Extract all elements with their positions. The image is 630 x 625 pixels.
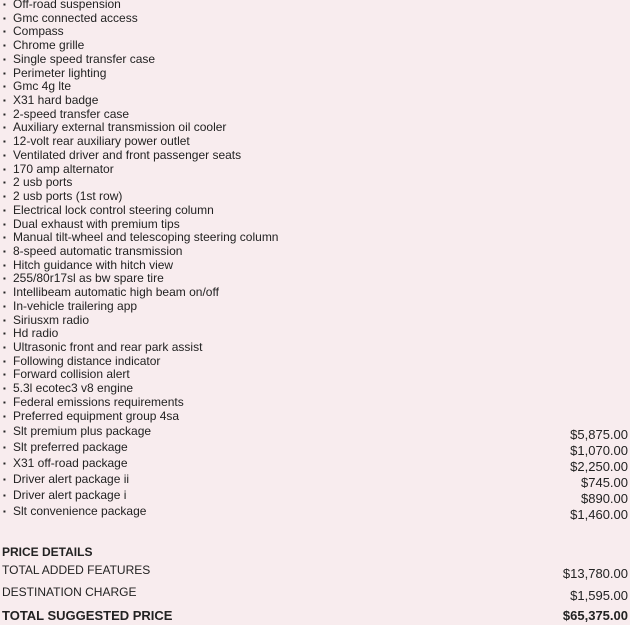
package-price: $5,875.00 [570,427,628,442]
feature-label: 255/80r17sl as bw spare tire [13,271,164,286]
feature-label: Gmc connected access [13,10,138,25]
bullet-icon: ▪ [3,356,6,366]
feature-item [3,94,623,108]
bullet-icon: ▪ [3,475,6,484]
destination-charge-label: DESTINATION CHARGE [2,585,137,599]
total-suggested-price-value: $65,375.00 [562,608,628,623]
feature-item [3,382,623,396]
feature-label: Federal emissions requirements [13,394,184,409]
feature-label: Perimeter lighting [13,65,107,80]
bullet-icon: ▪ [3,397,6,407]
bullet-icon: ▪ [3,246,6,256]
bullet-icon: ▪ [3,123,6,133]
feature-label: Forward collision alert [13,367,130,382]
feature-item [3,314,623,328]
bullet-icon: ▪ [3,315,6,325]
feature-label: 12-volt rear auxiliary power outlet [13,134,190,149]
bullet-icon: ▪ [3,0,6,9]
bullet-icon: ▪ [3,427,6,436]
bullet-icon: ▪ [3,370,6,380]
feature-label: Gmc 4g lte [13,79,72,94]
bullet-icon: ▪ [3,443,6,452]
feature-item [3,190,623,204]
total-added-features-label: TOTAL ADDED FEATURES [2,563,151,577]
feature-item [3,12,623,26]
bullet-icon: ▪ [3,491,6,500]
package-name: Driver alert package i [13,488,127,502]
destination-charge-row [2,585,628,603]
feature-item [3,300,623,314]
feature-item [3,245,623,259]
feature-item [3,53,623,67]
total-added-features-value: $13,780.00 [562,566,628,581]
feature-label: Dual exhaust with premium tips [13,216,180,231]
feature-item [3,135,623,149]
bullet-icon: ▪ [3,274,6,284]
bullet-icon: ▪ [3,288,6,298]
bullet-icon: ▪ [3,192,6,202]
bullet-icon: ▪ [3,205,6,215]
feature-label: Compass [13,24,64,39]
feature-label: X31 hard badge [13,93,99,108]
package-item [3,425,628,441]
package-name: Slt preferred package [13,440,128,454]
package-price: $2,250.00 [570,459,628,474]
feature-item [3,355,623,369]
feature-item [3,341,623,355]
feature-label: Auxiliary external transmission oil cooler [13,120,227,135]
bullet-icon: ▪ [3,137,6,147]
feature-item [3,286,623,300]
feature-label: Single speed transfer case [13,51,156,66]
feature-item [3,149,623,163]
bullet-icon: ▪ [3,233,6,243]
bullet-icon: ▪ [3,109,6,119]
feature-label: Following distance indicator [13,353,161,368]
price-details-header [2,543,628,561]
package-name: Slt premium plus package [13,424,152,438]
package-item [3,473,628,489]
bullet-icon: ▪ [3,41,6,51]
price-details-title: PRICE DETAILS [2,545,93,559]
package-price: $1,070.00 [570,443,628,458]
feature-item [3,218,623,232]
feature-label: Off-road suspension [13,0,121,11]
bullet-icon: ▪ [3,384,6,394]
bullet-icon: ▪ [3,178,6,188]
total-added-features-row [2,563,628,581]
feature-label: In-vehicle trailering app [13,298,138,313]
package-list [3,425,628,521]
package-name: Driver alert package ii [13,472,130,486]
bullet-icon: ▪ [3,459,6,468]
feature-item [3,204,623,218]
bullet-icon: ▪ [3,507,6,516]
feature-item [3,176,623,190]
package-item [3,505,628,521]
feature-item [3,327,623,341]
feature-item [3,272,623,286]
feature-label: 2 usb ports [13,175,73,190]
feature-item [3,368,623,382]
bullet-icon: ▪ [3,301,6,311]
total-suggested-price-label: TOTAL SUGGESTED PRICE [2,608,173,623]
package-item [3,489,628,505]
feature-item [3,231,623,245]
bullet-icon: ▪ [3,150,6,160]
bullet-icon: ▪ [3,219,6,229]
package-price: $745.00 [581,475,628,490]
feature-label: Ultrasonic front and rear park assist [13,339,203,354]
package-item [3,457,628,473]
total-suggested-price-row [2,608,628,623]
feature-label: Hitch guidance with hitch view [13,257,174,272]
feature-label: 5.3l ecotec3 v8 engine [13,381,134,396]
feature-item [3,259,623,273]
package-price: $890.00 [581,491,628,506]
feature-label: 2 usb ports (1st row) [13,189,123,204]
bullet-icon: ▪ [3,68,6,78]
bullet-icon: ▪ [3,411,6,421]
feature-item [3,396,623,410]
destination-charge-value: $1,595.00 [570,588,628,603]
package-name: Slt convenience package [13,504,147,518]
bullet-icon: ▪ [3,329,6,339]
feature-item [3,39,623,53]
feature-label: Ventilated driver and front passenger seats [13,147,242,162]
feature-label: Intellibeam automatic high beam on/off [13,285,219,300]
bullet-icon: ▪ [3,96,6,106]
bullet-icon: ▪ [3,164,6,174]
feature-label: Preferred equipment group 4sa [13,408,180,423]
feature-label: Siriusxm radio [13,312,90,327]
feature-list [3,0,623,423]
feature-label: 2-speed transfer case [13,106,130,121]
bullet-icon: ▪ [3,82,6,92]
bullet-icon: ▪ [3,260,6,270]
feature-label: Hd radio [13,326,59,341]
feature-item [3,80,623,94]
package-price: $1,460.00 [570,507,628,522]
feature-label: Manual tilt-wheel and telescoping steering column [13,230,279,245]
feature-item [3,25,623,39]
feature-label: 8-speed automatic transmission [13,243,183,258]
package-item [3,441,628,457]
feature-item [3,108,623,122]
bullet-icon: ▪ [3,27,6,37]
bullet-icon: ▪ [3,54,6,64]
feature-item [3,410,623,424]
bullet-icon: ▪ [3,13,6,23]
feature-item [3,121,623,135]
bullet-icon: ▪ [3,342,6,352]
feature-label: Electrical lock control steering column [13,202,214,217]
package-name: X31 off-road package [13,456,128,470]
feature-label: Chrome grille [13,38,85,53]
feature-item [3,67,623,81]
feature-item [3,163,623,177]
feature-label: 170 amp alternator [13,161,114,176]
